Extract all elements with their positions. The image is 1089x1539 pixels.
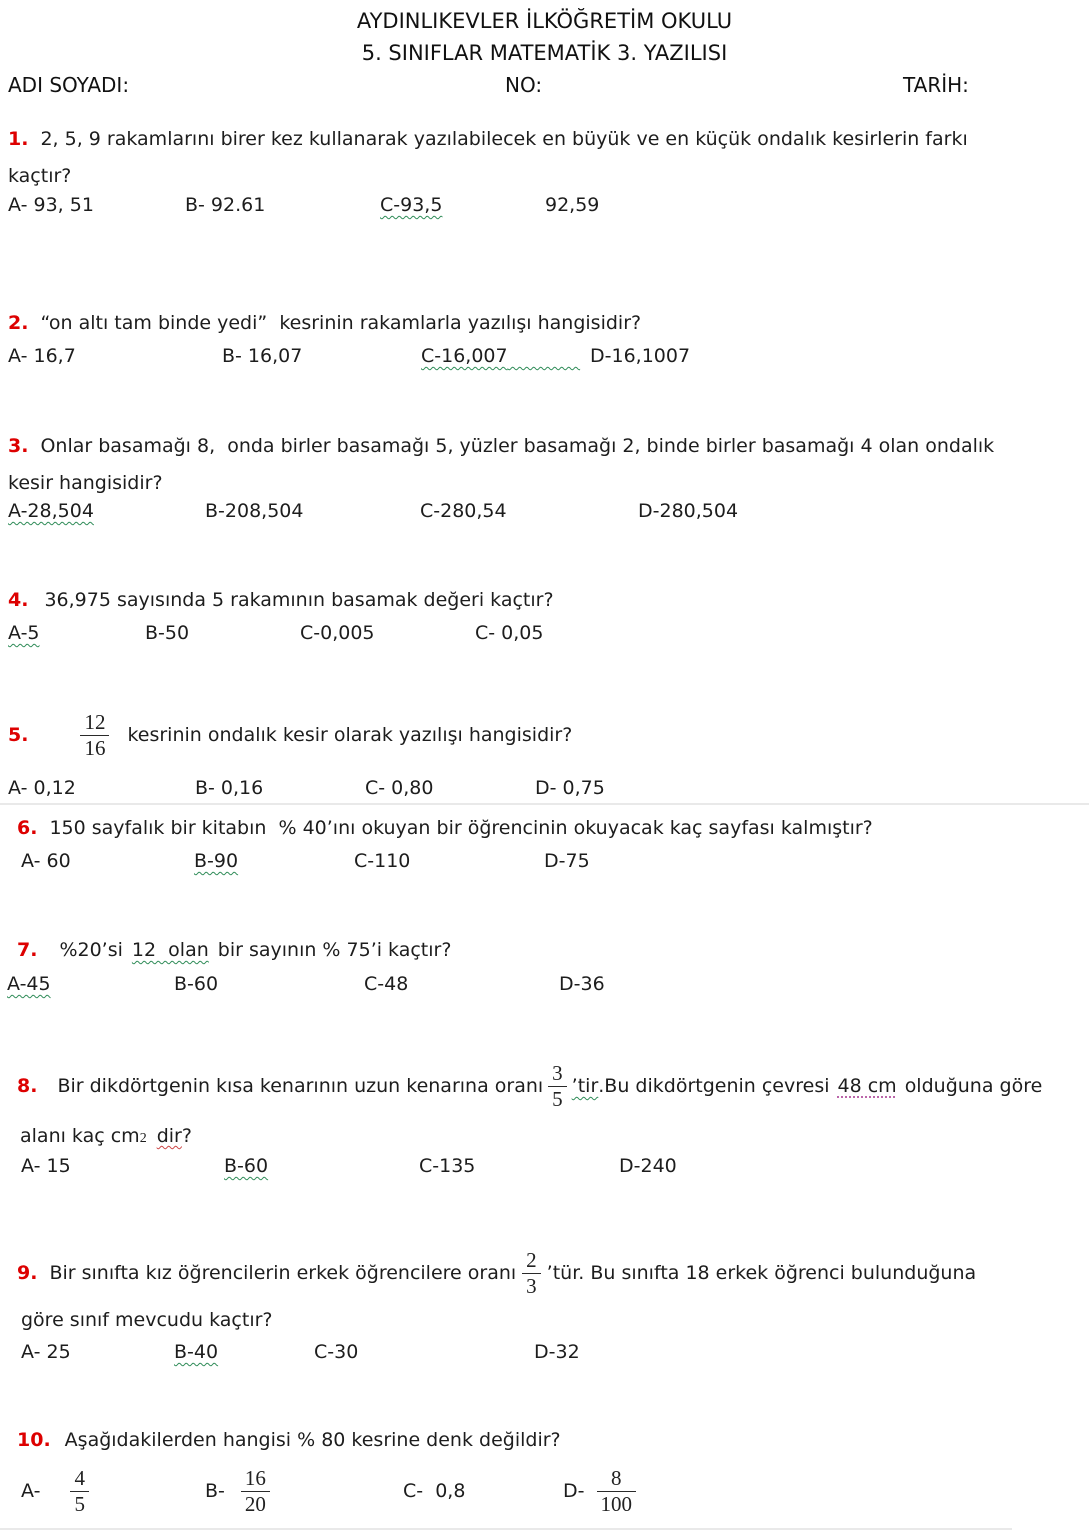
q3-option-c: C-280,54 [420, 500, 507, 522]
question-1-text: 2, 5, 9 rakamlarını birer kez kullanarak yazılabilecek en büyük ve en küçük ondalık kesirlerin farkı [40, 128, 968, 150]
question-8-options [21, 1153, 1089, 1179]
q5-fraction: $\frac{12}{16}$ [80, 710, 109, 759]
question-7-number: 7. [17, 939, 38, 961]
q9-option-d: D-32 [534, 1341, 580, 1363]
q8-option-a: A- 15 [21, 1155, 71, 1177]
squared-exponent: 2 [139, 1131, 147, 1146]
q10-option-d: D- $\frac{8}{100}$ [563, 1466, 636, 1515]
q5-option-b: B- 0,16 [195, 777, 264, 799]
question-1-line-2: kaçtır? [8, 165, 72, 187]
q8-option-b: B-60 [224, 1155, 269, 1177]
q2-option-c: C-16,007 [421, 343, 590, 369]
question-3-text: Onlar basamağı 8, onda birler basamağı 5, yüzler basamağı 2, binde birler basamağı 4 olan ondalık [40, 435, 995, 457]
q4-option-a: A-5 [8, 622, 40, 644]
q9-option-c: C-30 [314, 1341, 359, 1363]
question-2-text: “on altı tam binde yedi” kesrinin rakamlarla yazılışı hangisidir? [40, 312, 642, 334]
bottom-divider [0, 1528, 1012, 1530]
q7-option-b: B-60 [174, 973, 219, 995]
question-2-line-1 [8, 310, 1089, 336]
q6-option-a: A- 60 [21, 850, 71, 872]
q7-underlined-value: 12 olan [131, 939, 209, 961]
q3-option-a: A-28,504 [8, 500, 94, 522]
question-2-options [8, 343, 1089, 369]
question-7-options [7, 971, 1089, 997]
section-divider [0, 803, 1089, 805]
question-5-number: 5. [8, 724, 29, 746]
question-10-options [21, 1455, 1089, 1527]
q8-option-c: C-135 [419, 1155, 476, 1177]
number-label: NO: [505, 73, 543, 97]
question-6-line-1 [17, 815, 1089, 841]
q3-option-d: D-280,504 [638, 500, 739, 522]
question-9-line-2: göre sınıf mevcudu kaçtır? [21, 1309, 273, 1331]
question-3-number: 3. [8, 435, 29, 457]
q9-option-b: B-40 [174, 1341, 219, 1363]
q5-option-d: D- 0,75 [535, 777, 605, 799]
question-5-options [8, 775, 1089, 801]
q6-option-d: D-75 [544, 850, 590, 872]
q7-option-d: D-36 [559, 973, 605, 995]
q1-option-d: 92,59 [545, 194, 600, 216]
question-8-line-2: alanı kaç cm 2 dir ? [20, 1123, 1089, 1152]
q9-fraction: $\frac{2}{3}$ [522, 1248, 541, 1297]
q1-option-c: C-93,5 [380, 194, 443, 216]
question-3-line-2: kesir hangisidir? [8, 472, 163, 494]
q5-option-a: A- 0,12 [8, 777, 76, 799]
question-10-text: Aşağıdakilerden hangisi % 80 kesrine denk değildir? [64, 1429, 561, 1451]
q8-red-underline-word: dir [156, 1125, 182, 1147]
q3-option-b: B-208,504 [205, 500, 304, 522]
question-6-options [21, 848, 1089, 874]
question-2-number: 2. [8, 312, 29, 334]
question-4-number: 4. [8, 589, 29, 611]
exam-title-text: 5. SINIFLAR MATEMATİK 3. YAZILISI [361, 41, 728, 65]
q1-option-b: B- 92.61 [185, 194, 266, 216]
question-9-options [21, 1339, 1089, 1365]
question-4-text: 36,975 sayısında 5 rakamının basamak değeri kaçtır? [44, 589, 554, 611]
q6-option-b: B-90 [194, 850, 239, 872]
q4-option-c2: C- 0,05 [475, 622, 544, 644]
q4-option-b: B-50 [145, 622, 190, 644]
q9-option-a: A- 25 [21, 1341, 71, 1363]
school-title [0, 8, 1089, 34]
q1-option-a: A- 93, 51 [8, 194, 94, 216]
q2-option-d: D-16,1007 [590, 345, 691, 367]
q5-option-c: C- 0,80 [365, 777, 434, 799]
question-7-line-1: 7. %20’si 12 olan bir sayının % 75’i kaçtır? [17, 939, 452, 961]
question-4-line-1 [8, 587, 1089, 613]
q2-option-a: A- 16,7 [8, 345, 76, 367]
q10-option-b: B- $\frac{16}{20}$ [205, 1466, 403, 1515]
question-4-options [8, 620, 1089, 646]
q8-option-d: D-240 [619, 1155, 677, 1177]
question-10-line-1 [17, 1427, 1089, 1453]
q10-option-d-fraction: $\frac{8}{100}$ [597, 1466, 637, 1515]
question-1-line-1 [8, 126, 1089, 152]
q7-option-c: C-48 [364, 973, 409, 995]
question-5-text: kesrinin ondalık kesir olarak yazılışı hangisidir? [127, 724, 573, 746]
q8-dotted-underline-value: 48 cm [837, 1075, 897, 1097]
date-label: TARİH: [903, 73, 969, 97]
question-8-line-1: 8. Bir dikdörtgenin kısa kenarının uzun kenarına oranı $\frac{3}{5}$ ’tir .Bu dikdörtgenin çevresi 48 cm olduğuna göre [17, 1061, 1043, 1111]
q2-option-b: B- 16,07 [222, 345, 303, 367]
question-1-options [8, 192, 1089, 218]
q10-option-a-fraction: $\frac{4}{5}$ [70, 1466, 89, 1515]
q7-option-a: A-45 [7, 973, 51, 995]
question-6-text: 150 sayfalık bir kitabın % 40’ını okuyan bir öğrencinin okuyacak kaç sayfası kalmıştır? [49, 817, 873, 839]
q10-option-a: A- $\frac{4}{5}$ [21, 1466, 205, 1515]
question-10-number: 10. [17, 1429, 51, 1451]
q8-fraction: $\frac{3}{5}$ [548, 1061, 567, 1110]
name-label: ADI SOYADI: [8, 73, 130, 97]
question-6-number: 6. [17, 817, 38, 839]
question-5-line-1 [8, 700, 1089, 770]
question-1-number: 1. [8, 128, 29, 150]
question-9-line-1: 9. Bir sınıfta kız öğrencilerin erkek öğrencilere oranı $\frac{2}{3}$ ’tür. Bu sınıfta 18 erkek öğrenci bulunduğuna [17, 1248, 977, 1298]
question-8-number: 8. [17, 1075, 38, 1097]
q4-option-c: C-0,005 [300, 622, 375, 644]
question-3-line-1 [8, 433, 1089, 459]
school-title-text: AYDINLIKEVLER İLKÖĞRETİM OKULU [356, 9, 733, 33]
question-3-options [8, 498, 1089, 524]
question-9-number: 9. [17, 1262, 38, 1284]
q6-option-c: C-110 [354, 850, 411, 872]
exam-title [0, 40, 1089, 66]
wavy-underline-extension [508, 345, 580, 367]
q10-option-b-fraction: $\frac{16}{20}$ [241, 1466, 270, 1515]
q10-option-c: C- 0,8 [403, 1480, 466, 1502]
